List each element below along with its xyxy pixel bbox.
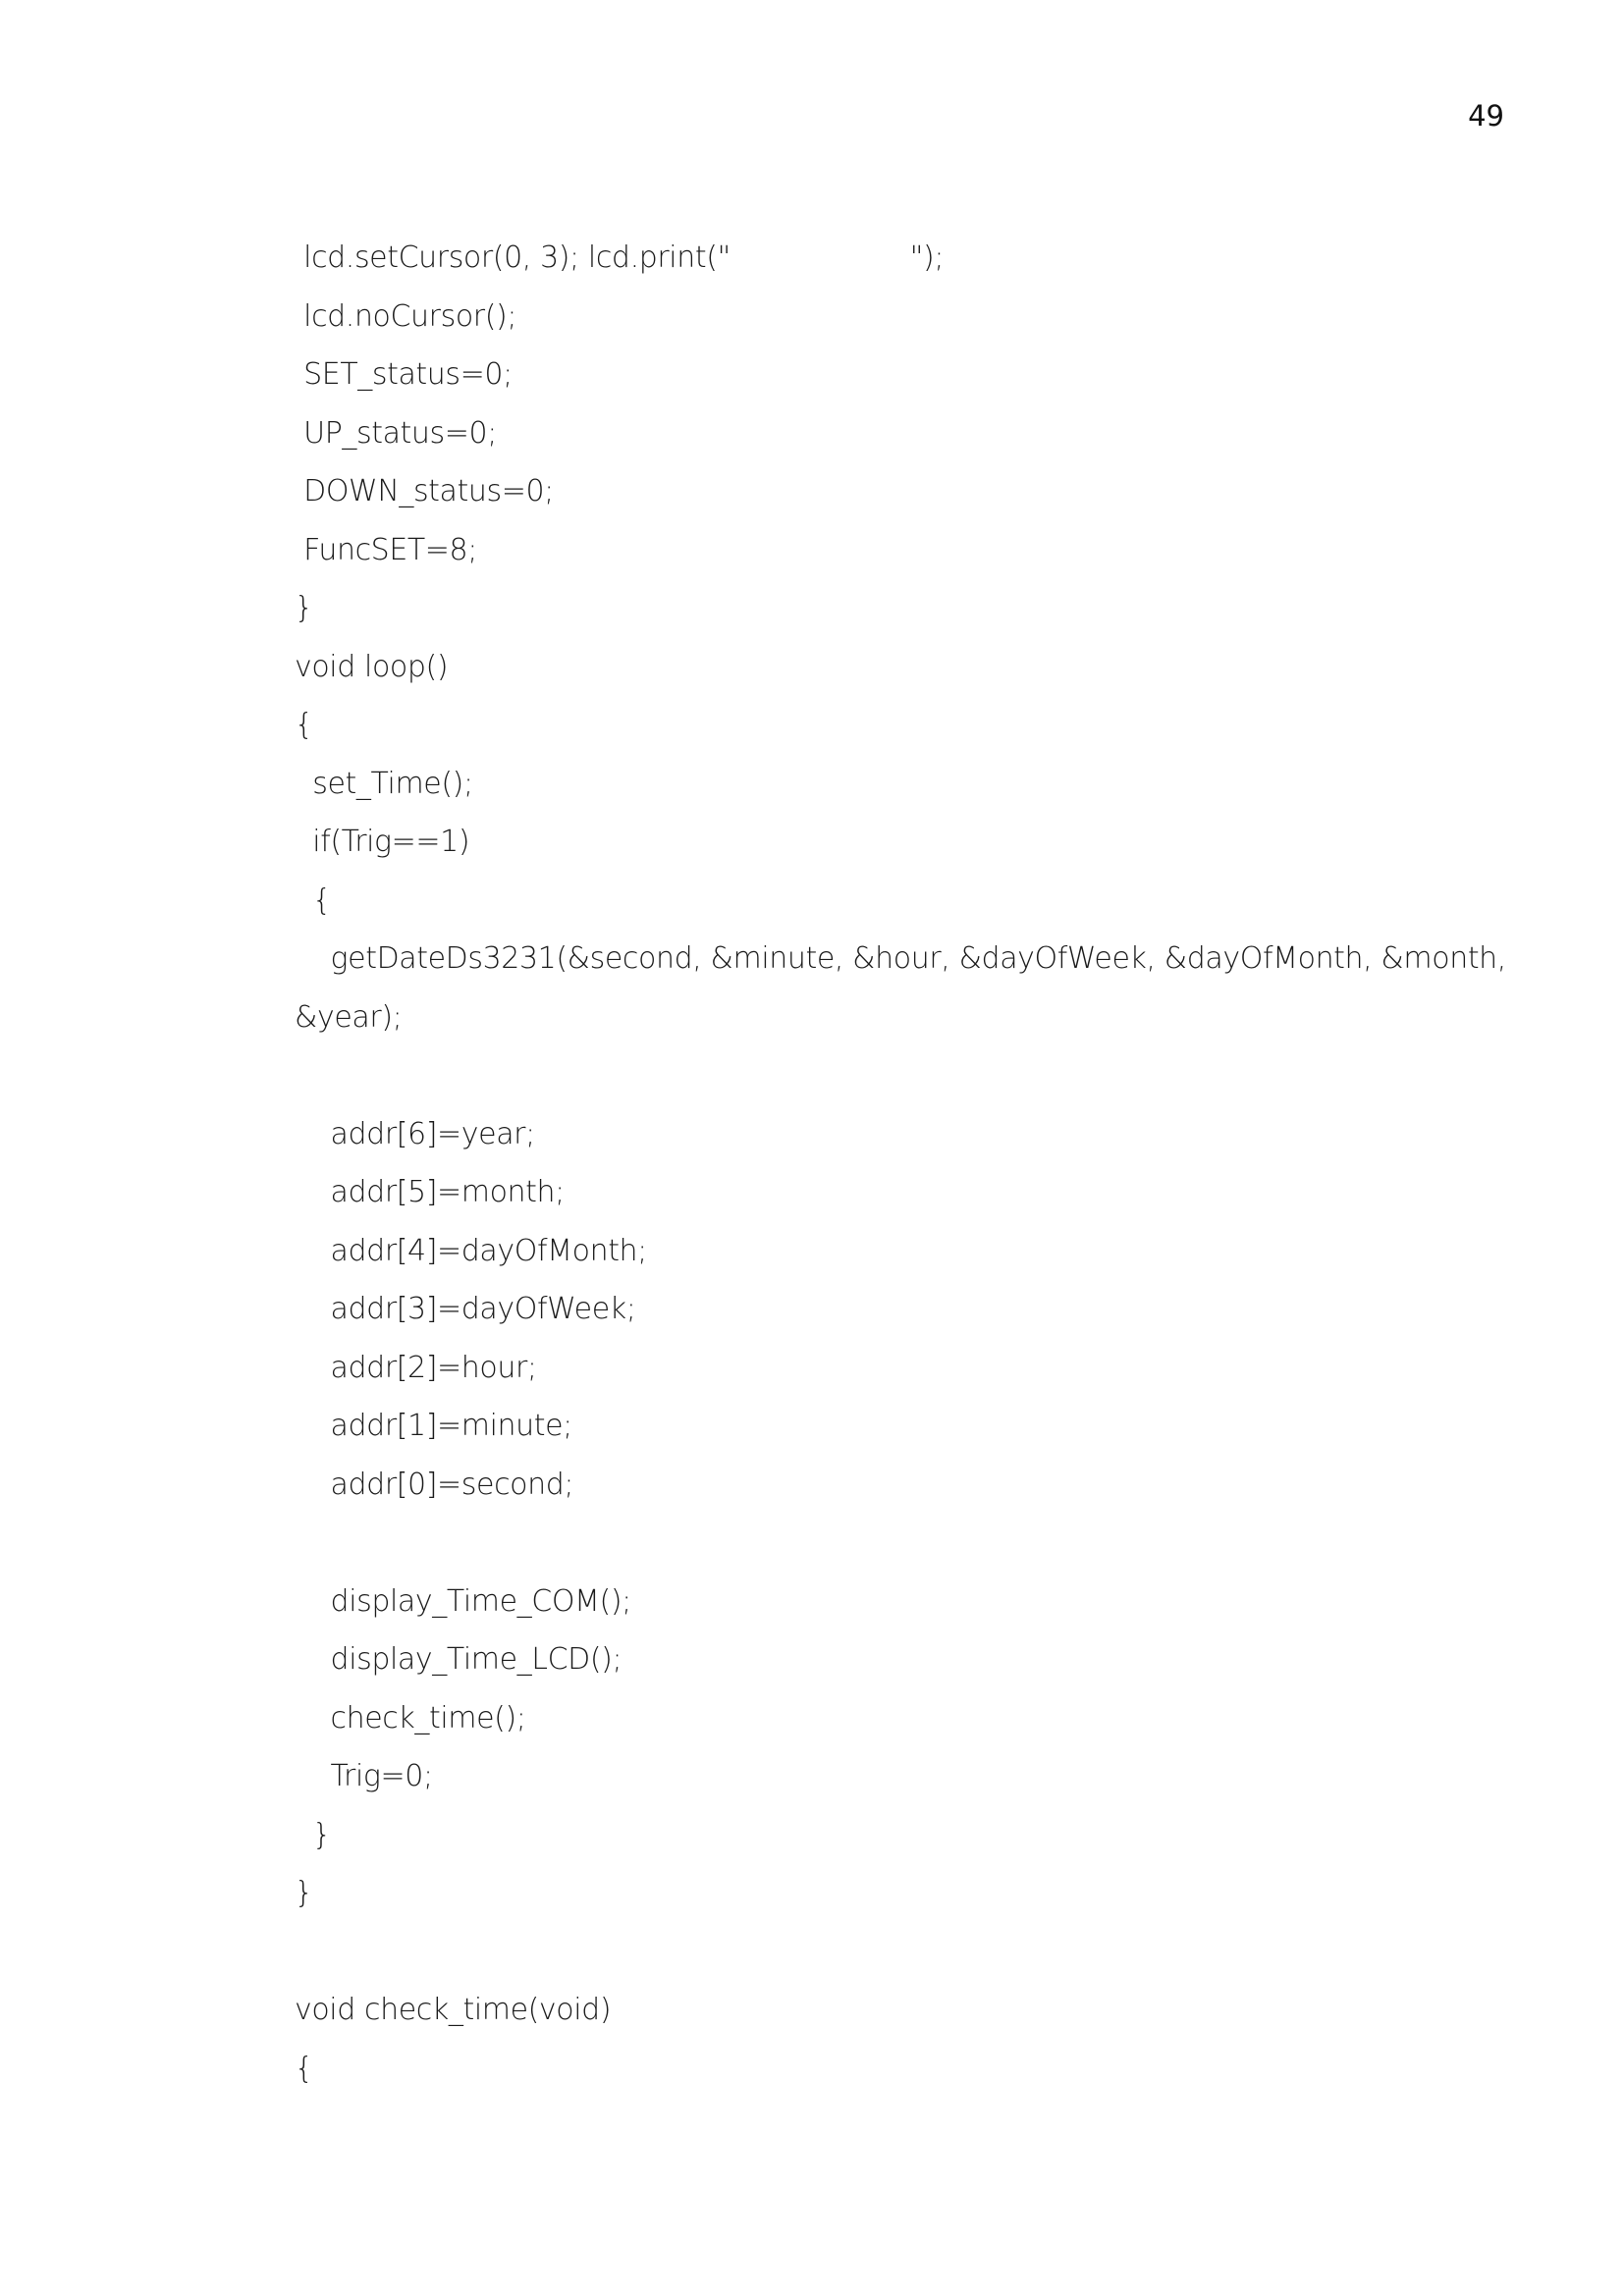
page-number: 49 [1468,99,1504,133]
code-line: &year); [295,999,403,1035]
code-line: display_Time_LCD(); [295,1642,623,1677]
code-line: void loop() [295,649,449,684]
code-line: } [295,1817,331,1852]
code-line: Trig=0; [295,1759,433,1793]
code-line: { [295,882,331,918]
blank-line [295,1056,1434,1115]
code-line: addr[4]=dayOfMonth; [295,1233,647,1268]
code-line: UP_status=0; [295,415,497,451]
code-line: addr[0]=second; [295,1467,574,1502]
blank-line [295,1933,1434,1992]
code-line: addr[2]=hour; [295,1350,537,1385]
code-line: void check_time(void) [295,1993,612,2027]
code-line: check_time(); [295,1700,526,1735]
code-line: addr[6]=year; [295,1116,535,1151]
code-line: FuncSET=8; [295,532,477,567]
code-line: if(Trig==1) [295,825,470,859]
code-listing [295,239,1506,2108]
code-line: set_Time(); [295,766,473,801]
code-line: getDateDs3231(&second, &minute, &hour, &dayOfWeek, &dayOfMonth, &month, [295,941,1506,976]
code-line: display_Time_COM(); [295,1583,631,1619]
code-line: lcd.noCursor(); [295,298,517,334]
code-line: { [295,708,313,742]
blank-line [295,1523,1434,1582]
code-line: addr[1]=minute; [295,1409,572,1443]
code-line: addr[3]=dayOfWeek; [295,1292,636,1326]
code-line: { [295,2051,313,2086]
code-line: SET_status=0; [295,357,513,392]
code-line: } [295,591,313,625]
code-line: } [295,1876,313,1910]
code-line: DOWN_status=0; [295,474,554,508]
code-line: addr[5]=month; [295,1175,565,1209]
code-line: lcd.setCursor(0, 3); lcd.print(" "); [295,240,945,275]
